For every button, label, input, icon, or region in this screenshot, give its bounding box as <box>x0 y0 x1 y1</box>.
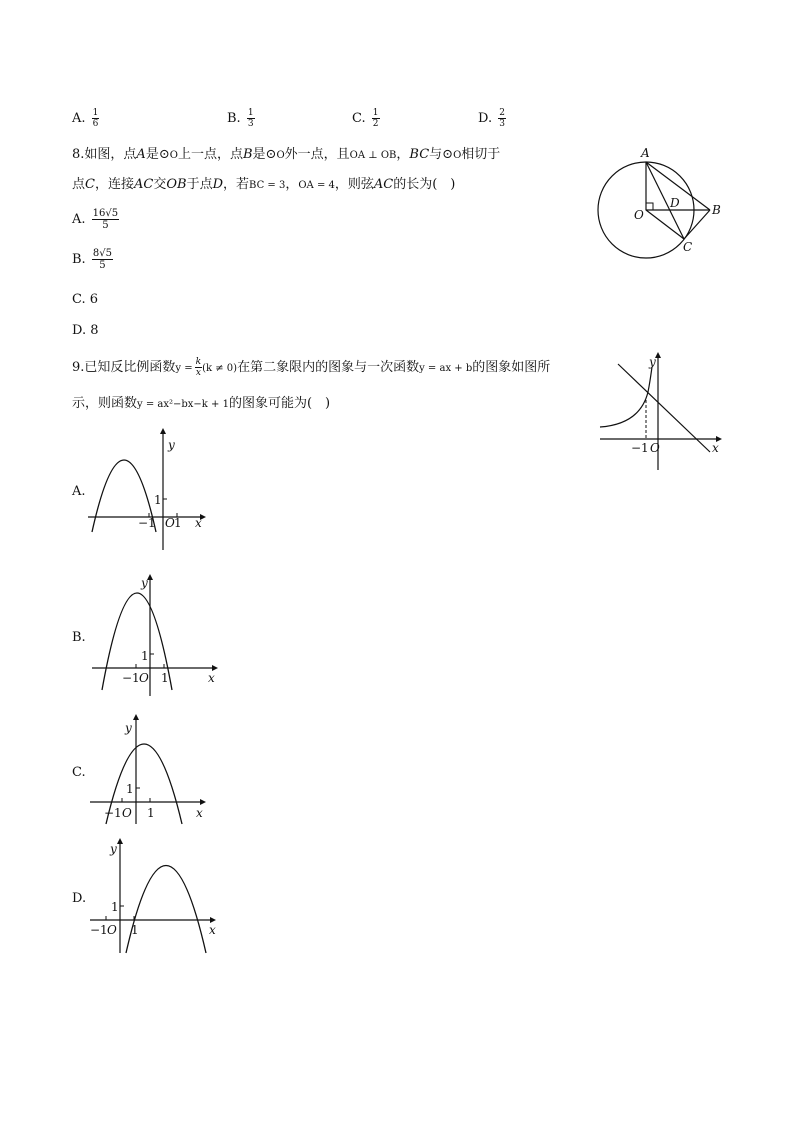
q7-option-c-label: C. <box>352 111 366 126</box>
label-neg1: −1 <box>631 441 649 455</box>
q8-label-B: B <box>712 203 721 217</box>
q8-figure <box>590 145 740 265</box>
label-1-x: 1 <box>161 671 169 685</box>
q7-option-a-fraction: $\frac{1}{6}$ <box>92 108 99 129</box>
q8-label-D: D <box>670 196 680 210</box>
q8-right-angle-mark <box>646 203 653 210</box>
label-y: y <box>125 721 132 735</box>
label-O: O <box>122 806 132 820</box>
q9-option-b-label: B. <box>72 630 86 645</box>
label-y: y <box>141 576 148 590</box>
y-axis-arrow <box>655 352 661 358</box>
q9-option-a-graph <box>88 428 218 553</box>
q7-option-d-fraction: $\frac{2}{3}$ <box>499 108 505 129</box>
label-neg1: −1 <box>104 806 122 820</box>
label-x: x <box>208 671 215 685</box>
parabola-curve <box>126 866 206 954</box>
label-1-y: 1 <box>141 649 149 663</box>
q8-line-1: 8.如图，点A是⊙O上一点，点B是⊙O外一点，且OA ⊥ OB，BC与⊙O相切于 <box>72 147 501 162</box>
x-axis-arrow <box>200 799 206 805</box>
label-x: x <box>196 806 203 820</box>
label-neg1: −1 <box>122 671 140 685</box>
q8-option-c: C. 6 <box>72 292 99 307</box>
label-x: x <box>712 441 719 455</box>
label-O: O <box>650 441 660 455</box>
q7-option-b-label: B. <box>227 111 241 126</box>
q8-label-C: C <box>683 240 693 254</box>
label-x: x <box>209 923 216 937</box>
q9-line-1: 9.已知反比例函数y = $\frac{k}{x}$ (k ≠ 0)在第二象限内的图象与一次函数y = ax + b的图象如图所 <box>72 357 551 378</box>
q9-option-d-label: D. <box>72 891 87 906</box>
q7-option-c <box>352 108 380 129</box>
q8-option-a: A. $\frac{16√5}{5}$ <box>72 208 119 231</box>
q8-option-b-fraction: $\frac{8√5}{5}$ <box>92 248 112 271</box>
label-1-y: 1 <box>126 782 134 796</box>
y-axis-arrow <box>160 428 166 434</box>
y-axis-arrow <box>133 714 139 720</box>
label-neg1: −1 <box>138 516 156 530</box>
q8-option-d: D. 8 <box>72 323 99 338</box>
y-axis-arrow <box>117 838 123 844</box>
q7-option-d-label: D. <box>478 111 493 126</box>
label-1-y: 1 <box>154 493 162 507</box>
q7-option-a-label: A. <box>72 111 86 126</box>
q8-segment-OC <box>646 210 684 239</box>
label-neg1: −1 <box>90 923 108 937</box>
q7-option-b-fraction: $\frac{1}{3}$ <box>247 108 254 129</box>
label-x: x <box>195 516 202 530</box>
q9-option-c-graph <box>88 712 218 827</box>
label-1-y: 1 <box>111 900 119 914</box>
q8-option-a-fraction: $\frac{16√5}{5}$ <box>92 208 119 231</box>
q7-option-a <box>72 108 99 129</box>
q8-line-2: 点C，连接AC交OB于点D，若BC = 3，OA = 4，则弦AC的长为( ) <box>72 177 456 192</box>
q7-option-b <box>227 108 255 129</box>
q8-label-O: O <box>634 208 644 222</box>
q7-option-d <box>478 108 506 129</box>
label-O: O <box>107 923 117 937</box>
label-y: y <box>649 355 656 369</box>
label-y: y <box>168 438 175 452</box>
label-O: O <box>139 671 149 685</box>
q8-segment-BC <box>684 210 710 239</box>
q8-label-A: A <box>641 146 650 160</box>
q9-option-a-label: A. <box>72 484 86 499</box>
q9-option-d-graph <box>88 838 228 958</box>
q7-option-c-fraction: $\frac{1}{2}$ <box>372 108 379 129</box>
q9-reference-figure <box>598 352 728 477</box>
q9-option-c-label: C. <box>72 765 86 780</box>
hyperbola-curve <box>600 367 652 427</box>
y-axis-arrow <box>147 574 153 580</box>
label-1-x: 1 <box>131 923 139 937</box>
label-1-x: 1 <box>174 516 182 530</box>
q9-func1-fraction: $\frac{k}{x}$ <box>195 357 202 378</box>
label-1-x: 1 <box>147 806 155 820</box>
label-y: y <box>110 842 117 856</box>
q9-option-b-graph <box>88 572 223 702</box>
q8-option-b: B. $\frac{8√5}{5}$ <box>72 248 112 271</box>
q9-line-2: 示，则函数y = ax²−bx−k + 1的图象可能为( ) <box>72 396 331 411</box>
label-O: O <box>165 516 175 530</box>
